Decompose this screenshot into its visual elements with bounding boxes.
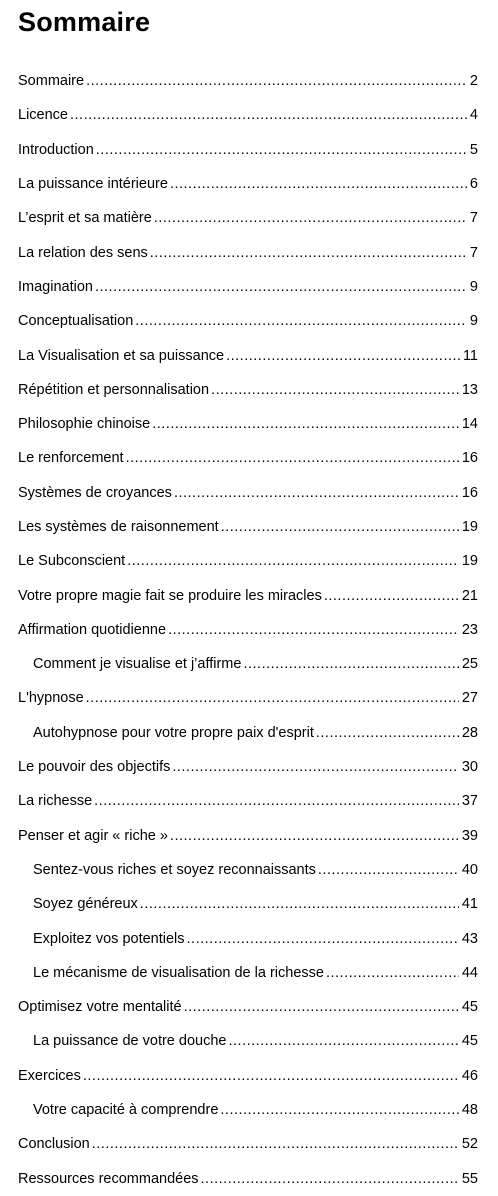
dot-leader (70, 107, 467, 123)
toc-entry-title: Soyez généreux (33, 896, 138, 913)
toc-entry-page: 55 (461, 1170, 478, 1187)
dot-leader (127, 553, 459, 569)
toc-entry-title: Le pouvoir des objectifs (18, 759, 171, 776)
toc-entry-page: 43 (461, 930, 478, 947)
toc-entry-page: 25 (461, 656, 478, 673)
toc-entry[interactable] (0, 784, 498, 818)
toc-subentry[interactable] (0, 716, 498, 750)
toc-entry-page: 46 (461, 1067, 478, 1084)
dot-leader (201, 1171, 459, 1187)
toc-entry-title: Le renforcement (18, 450, 124, 467)
dot-leader (86, 690, 459, 706)
toc-entry-title: Optimisez votre mentalité (18, 999, 182, 1016)
toc-entry-title: Penser et agir « riche » (18, 827, 168, 844)
toc-entry-page: 52 (461, 1136, 478, 1153)
dot-leader (211, 382, 459, 398)
toc-entry-title: Ressources recommandées (18, 1170, 199, 1187)
dot-leader (135, 313, 467, 329)
toc-entry[interactable] (0, 750, 498, 784)
toc-entry-title: Les systèmes de raisonnement (18, 519, 219, 535)
toc-subentry[interactable] (0, 887, 498, 921)
toc-entry-page: 37 (461, 793, 478, 810)
toc-list (0, 64, 498, 1196)
dot-leader (226, 348, 460, 364)
toc-entry-page: 39 (461, 827, 478, 844)
toc-entry[interactable] (0, 270, 498, 304)
toc-heading: Sommaire (18, 7, 151, 37)
toc-entry[interactable] (0, 407, 498, 441)
toc-subentry[interactable] (0, 1093, 498, 1127)
toc-entry-title: Sentez-vous riches et soyez reconnaissants (33, 861, 316, 878)
dot-leader (96, 142, 467, 158)
toc-entry-title: La richesse (18, 793, 93, 810)
toc-entry-page: 9 (469, 278, 478, 295)
toc-entry[interactable] (0, 1162, 498, 1196)
toc-entry[interactable] (0, 201, 498, 235)
toc-entry[interactable] (0, 441, 498, 475)
toc-entry[interactable] (0, 1127, 498, 1161)
toc-entry-page: 7 (469, 210, 478, 227)
toc-entry-page: 41 (461, 896, 478, 913)
dot-leader (170, 176, 467, 192)
toc-entry-title: La relation des sens (18, 244, 148, 261)
toc-entry-page: 45 (461, 1033, 478, 1050)
toc-entry[interactable] (0, 1059, 498, 1093)
toc-entry-page: 19 (461, 519, 478, 535)
dot-leader (94, 793, 459, 809)
toc-entry[interactable] (0, 510, 498, 544)
dot-leader (152, 416, 459, 432)
toc-entry-title: Le mécanisme de visualisation de la richesse (33, 964, 324, 981)
toc-entry-title: La Visualisation et sa puissance (18, 347, 225, 364)
toc-entry-page: 16 (461, 450, 478, 467)
toc-entry[interactable] (0, 338, 498, 372)
toc-entry-title: Imagination (18, 278, 93, 295)
toc-entry-page: 16 (461, 484, 478, 501)
toc-entry-title: Votre propre magie fait se produire les miracles (18, 587, 322, 604)
dot-leader (316, 725, 459, 741)
toc-entry-title: Exercices (18, 1067, 81, 1084)
toc-entry-title: Systèmes de croyances (18, 484, 172, 501)
toc-subentry[interactable] (0, 853, 498, 887)
toc-subentry[interactable] (0, 1024, 498, 1058)
dot-leader (184, 999, 459, 1015)
toc-entry-title: Philosophie chinoise (18, 416, 151, 433)
toc-entry-page: 6 (469, 176, 478, 193)
dot-leader (326, 965, 459, 981)
dot-leader (243, 656, 458, 672)
dot-leader (172, 759, 459, 775)
toc-entry[interactable] (0, 819, 498, 853)
dot-leader (126, 450, 459, 466)
toc-entry-page: 11 (462, 347, 478, 364)
toc-entry-title: Le Subconscient (18, 553, 126, 570)
toc-entry-page: 2 (469, 73, 478, 90)
dot-leader (86, 73, 467, 89)
toc-entry-title: Répétition et personnalisation (18, 381, 210, 398)
dot-leader (228, 1033, 458, 1049)
toc-entry[interactable] (0, 167, 498, 201)
toc-entry-title: La puissance de votre douche (33, 1033, 227, 1050)
dot-leader (221, 519, 459, 535)
toc-entry-page: 21 (461, 587, 478, 604)
toc-entry-title: L'hypnose (18, 690, 84, 707)
toc-entry-title: Exploitez vos potentiels (33, 930, 185, 947)
toc-entry[interactable] (0, 373, 498, 407)
toc-entry[interactable] (0, 578, 498, 612)
toc-entry-title: Affirmation quotidienne (18, 621, 167, 638)
toc-entry-title: L’esprit et sa matière (18, 210, 152, 227)
toc-entry[interactable] (0, 98, 498, 132)
toc-entry-page: 28 (461, 724, 478, 741)
toc-entry-page: 23 (461, 621, 478, 638)
toc-subentry[interactable] (0, 956, 498, 990)
toc-entry-title: Sommaire (18, 73, 85, 90)
toc-entry[interactable] (0, 235, 498, 269)
toc-entry-page: 4 (469, 107, 478, 124)
toc-entry-page: 19 (461, 553, 478, 570)
toc-entry[interactable] (0, 613, 498, 647)
toc-entry[interactable] (0, 476, 498, 510)
dot-leader (92, 1136, 459, 1152)
toc-entry[interactable] (0, 990, 498, 1024)
toc-entry[interactable] (0, 304, 498, 338)
toc-entry-page: 9 (469, 313, 478, 330)
dot-leader (168, 622, 459, 638)
toc-entry-page: 30 (461, 759, 478, 776)
toc-entry-page: 13 (461, 381, 478, 398)
dot-leader (187, 931, 459, 947)
toc-entry-page: 14 (461, 416, 478, 433)
dot-leader (324, 588, 459, 604)
dot-leader (220, 1102, 458, 1118)
toc-entry-title: Autohypnose pour votre propre paix d'esprit (33, 724, 314, 741)
toc-entry-page: 45 (461, 999, 478, 1016)
toc-subentry[interactable] (0, 647, 498, 681)
toc-entry-title: Licence (18, 107, 68, 124)
toc-entry-page: 7 (469, 244, 478, 261)
toc-entry[interactable] (0, 64, 498, 98)
dot-leader (318, 862, 459, 878)
toc-entry[interactable] (0, 133, 498, 167)
dot-leader (95, 279, 467, 295)
toc-subentry[interactable] (0, 921, 498, 955)
dot-leader (154, 210, 467, 226)
toc-entry-page: 5 (469, 141, 478, 158)
toc-entry-title: Comment je visualise et j’affirme (33, 656, 242, 673)
dot-leader (83, 1068, 459, 1084)
toc-entry-title: Votre capacité à comprendre (33, 1102, 219, 1119)
toc-entry[interactable] (0, 544, 498, 578)
toc-entry-title: Conclusion (18, 1136, 90, 1153)
toc-entry-title: Conceptualisation (18, 313, 134, 330)
toc-entry-title: La puissance intérieure (18, 176, 168, 193)
toc-entry-page: 27 (461, 690, 478, 707)
dot-leader (140, 896, 459, 912)
toc-entry-page: 44 (461, 964, 478, 981)
toc-entry[interactable] (0, 681, 498, 715)
dot-leader (170, 828, 459, 844)
dot-leader (150, 245, 467, 261)
toc-entry-page: 48 (461, 1102, 478, 1119)
dot-leader (174, 485, 459, 501)
toc-entry-page: 40 (461, 861, 478, 878)
toc-entry-title: Introduction (18, 141, 94, 158)
